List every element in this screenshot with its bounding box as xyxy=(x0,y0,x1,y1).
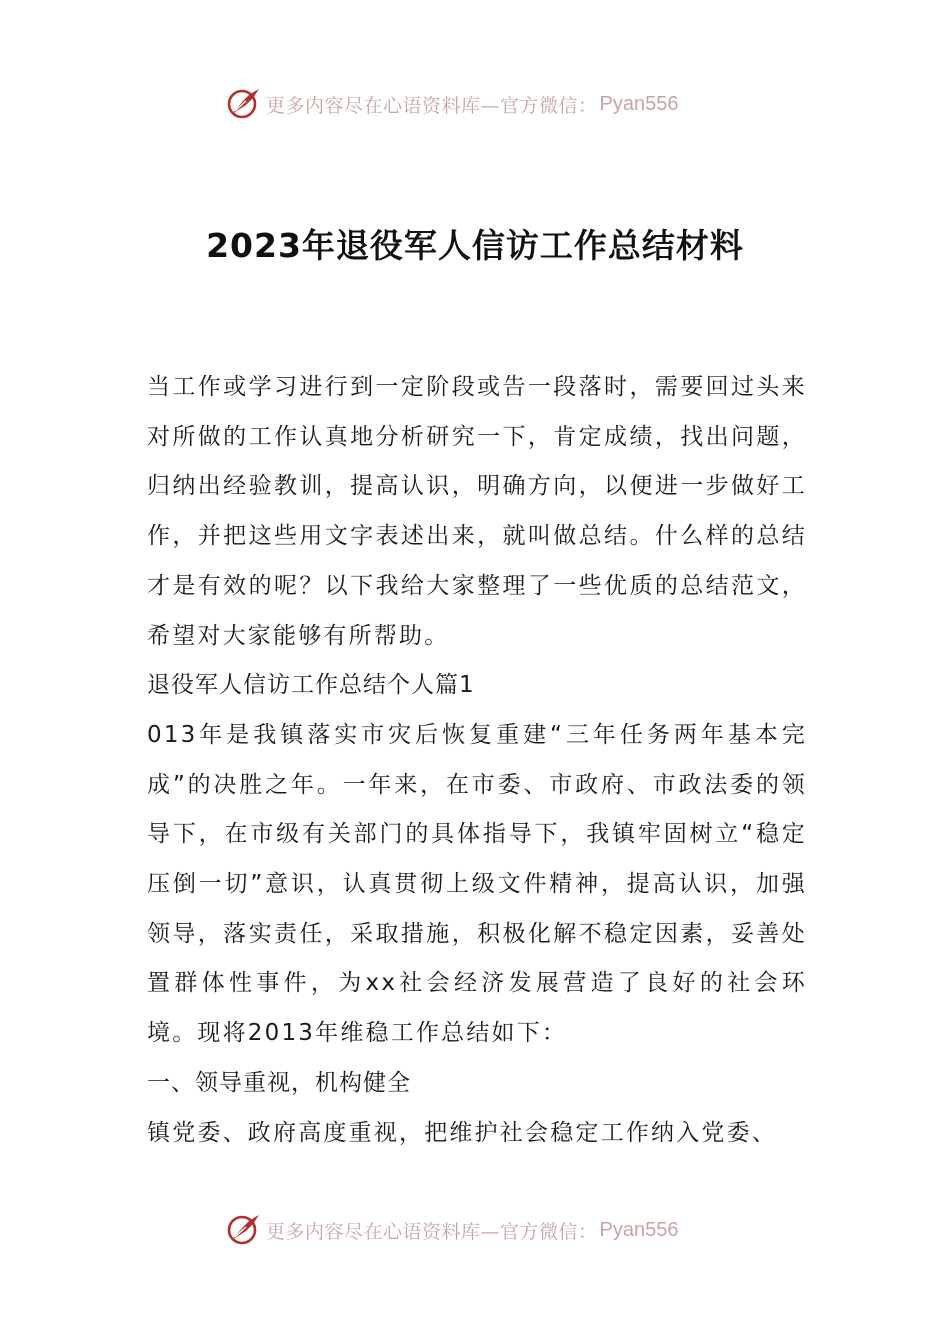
watermark-text: 更多内容尽在心语资料库—官方微信： xyxy=(266,1220,598,1243)
document-title: 2023年退役军人信访工作总结材料 xyxy=(206,226,744,265)
watermark-wechat-id: Pyan556 xyxy=(599,92,679,115)
footer-watermark xyxy=(226,1210,746,1250)
section-title: 退役军人信访工作总结个人篇1 xyxy=(147,672,475,699)
document-body xyxy=(147,363,807,1158)
header-watermark xyxy=(226,84,746,124)
watermark-wechat-id: Pyan556 xyxy=(599,1218,679,1241)
body-paragraph-continued: 镇党委、政府高度重视，把维护社会稳定工作纳入党委、 xyxy=(147,1119,777,1146)
watermark-text: 更多内容尽在心语资料库—官方微信： xyxy=(266,94,598,117)
subsection-heading: 一、领导重视，机构健全 xyxy=(147,1069,411,1096)
quill-logo-icon xyxy=(226,86,262,122)
quill-logo-icon xyxy=(226,1212,262,1248)
intro-paragraph: 当工作或学习进行到一定阶段或告一段落时，需要回过头来对所做的工作认真地分析研究一下，肯定成绩，找出问题，归纳出经验教训，提高认识，明确方向，以便进一步做好工作，并把这些用文字表述出来，就叫做总结。什么样的总结才是有效的呢？以下我给大家整理了一些优质的总结范文，希望对大家能够有所帮助。 xyxy=(147,374,807,649)
body-paragraph: 013年是我镇落实市灾后恢复重建“三年任务两年基本完成”的决胜之年。一年来，在市委、市政府、市政法委的领导下，在市级有关部门的具体指导下，我镇牢固树立“稳定压倒一切”意识，认真贯彻上级文件精神，提高认识，加强领导，落实责任，采取措施，积极化解不稳定因素，妥善处置群体性事件，为xx社会经济发展营造了良好的社会环境。现将2013年维稳工作总结如下： xyxy=(147,721,807,1047)
